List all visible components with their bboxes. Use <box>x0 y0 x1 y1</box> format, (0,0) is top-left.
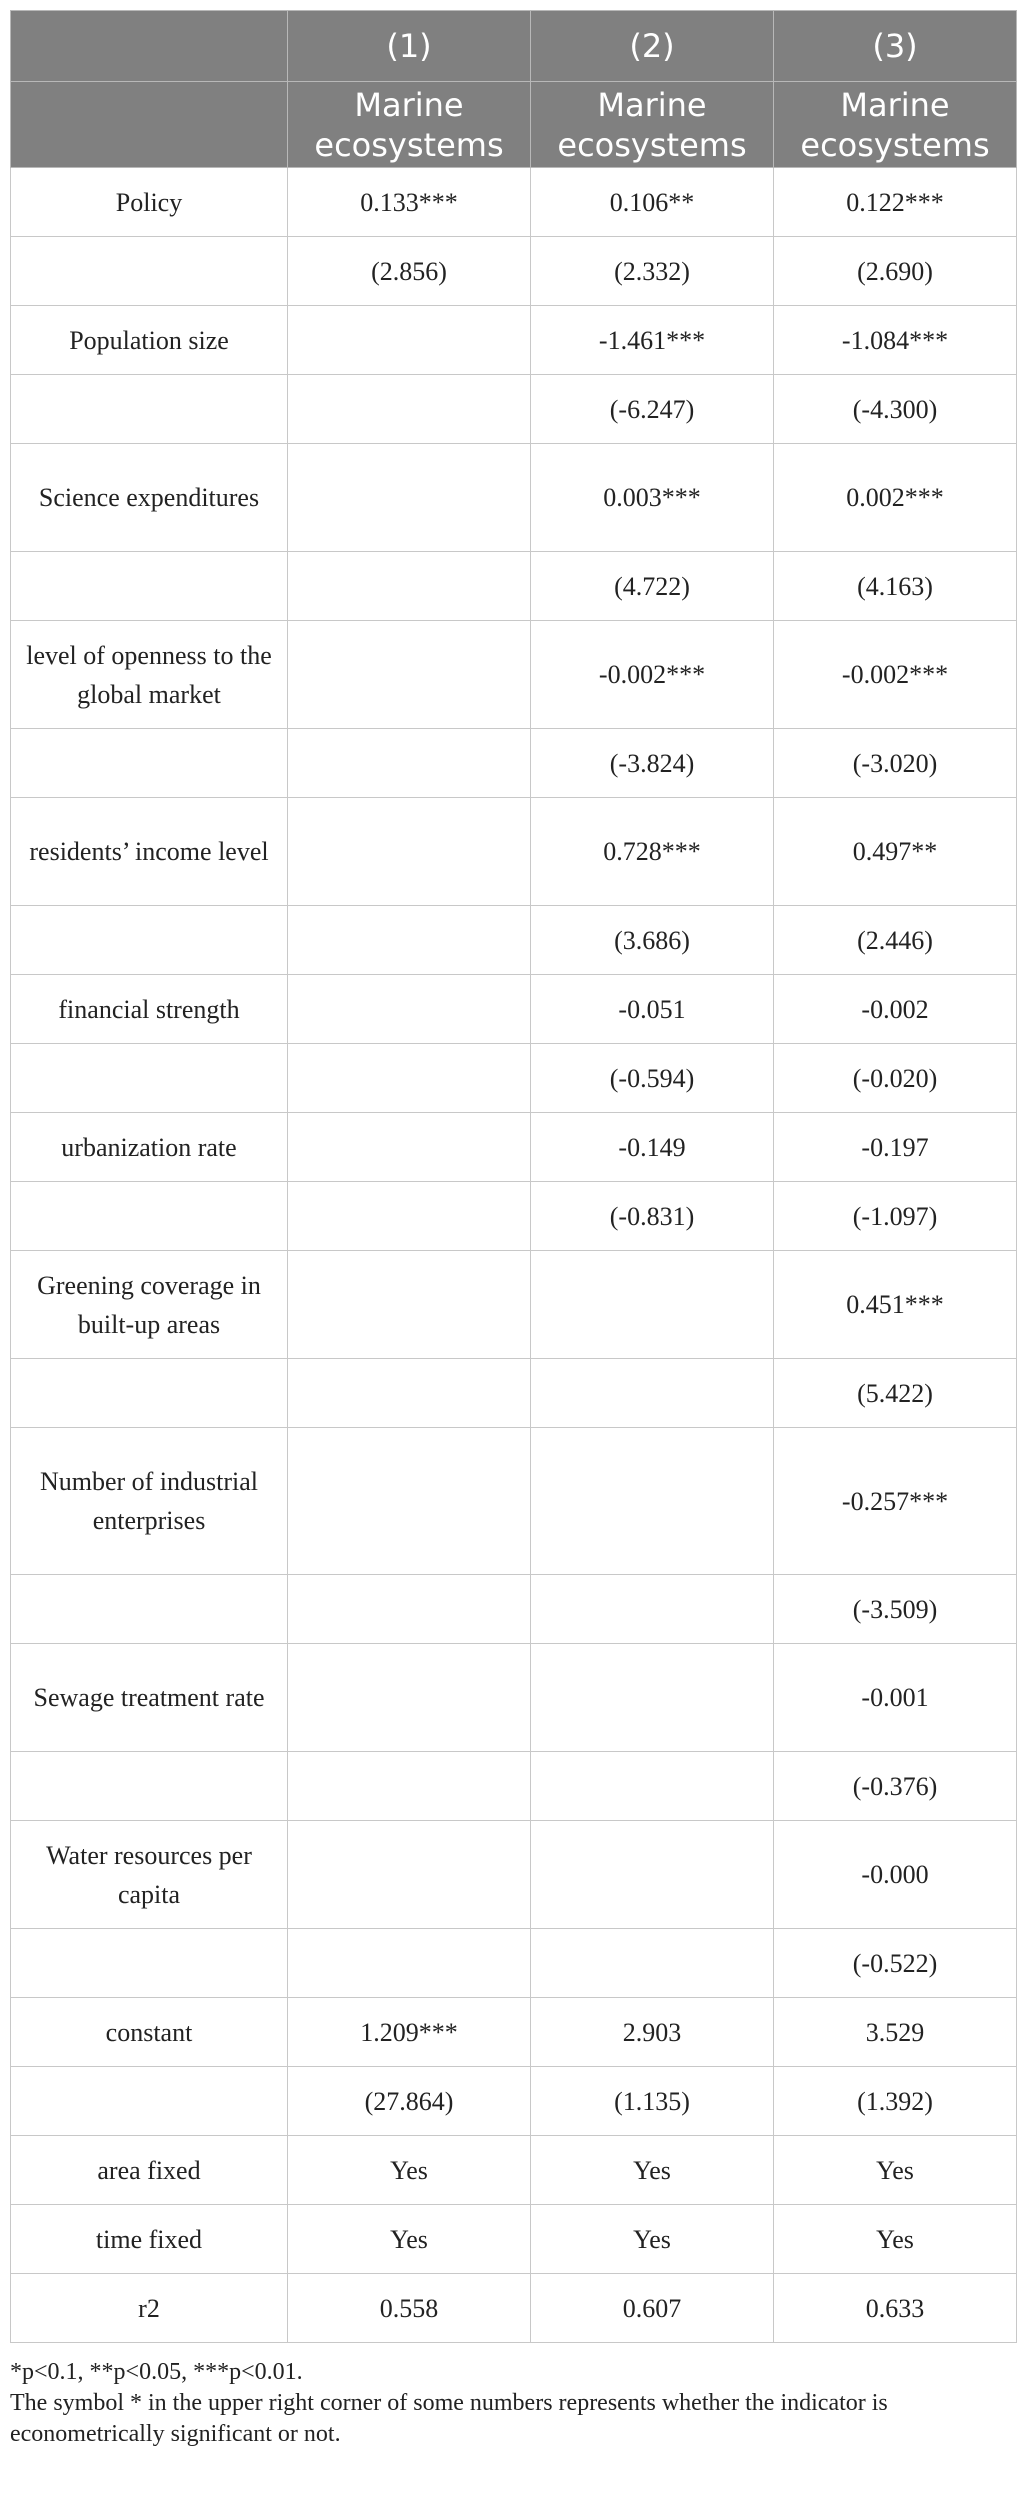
coefficient-cell: -0.051 <box>531 975 774 1044</box>
t-stat-cell: (2.332) <box>531 237 774 306</box>
coefficient-cell: 2.903 <box>531 1998 774 2067</box>
coefficient-cell: Yes <box>531 2136 774 2205</box>
table-row-t-stats <box>11 1752 1017 1821</box>
t-stat-cell: (2.690) <box>774 237 1017 306</box>
coefficient-cell: 0.728*** <box>531 798 774 906</box>
table-header <box>11 11 1017 168</box>
coefficient-cell: 3.529 <box>774 1998 1017 2067</box>
t-stat-cell: (-0.020) <box>774 1044 1017 1113</box>
row-label: level of openness to the global market <box>11 621 288 729</box>
t-stat-cell <box>288 906 531 975</box>
table-row <box>11 444 1017 552</box>
coefficient-cell: -0.001 <box>774 1644 1017 1752</box>
t-stat-cell: (3.686) <box>531 906 774 975</box>
t-stat-cell <box>288 1929 531 1998</box>
t-stat-cell <box>531 1359 774 1428</box>
row-label <box>11 237 288 306</box>
column-number: (1) <box>288 11 531 82</box>
table-row-t-stats <box>11 1044 1017 1113</box>
t-stat-cell: (-0.831) <box>531 1182 774 1251</box>
coefficient-cell: -0.002 <box>774 975 1017 1044</box>
coefficient-cell <box>288 1821 531 1929</box>
t-stat-cell: (2.856) <box>288 237 531 306</box>
coefficient-cell: 0.607 <box>531 2274 774 2343</box>
coefficient-cell <box>288 306 531 375</box>
header-row-model-numbers <box>11 11 1017 82</box>
t-stat-cell: (-3.824) <box>531 729 774 798</box>
row-label <box>11 2067 288 2136</box>
t-stat-cell: (-6.247) <box>531 375 774 444</box>
row-label <box>11 1044 288 1113</box>
coefficient-cell: 0.003*** <box>531 444 774 552</box>
row-label <box>11 1929 288 1998</box>
t-stat-cell: (-0.522) <box>774 1929 1017 1998</box>
coefficient-cell: -0.002*** <box>774 621 1017 729</box>
table-row <box>11 1251 1017 1359</box>
t-stat-cell: (-0.376) <box>774 1752 1017 1821</box>
row-label <box>11 1359 288 1428</box>
row-label: Science expenditures <box>11 444 288 552</box>
table-notes <box>10 2357 1016 2450</box>
t-stat-cell: (-3.509) <box>774 1575 1017 1644</box>
coefficient-cell <box>531 1251 774 1359</box>
coefficient-cell: 1.209*** <box>288 1998 531 2067</box>
row-label: Sewage treatment rate <box>11 1644 288 1752</box>
row-label: area fixed <box>11 2136 288 2205</box>
table-row <box>11 306 1017 375</box>
t-stat-cell <box>531 1929 774 1998</box>
coefficient-cell: -1.084*** <box>774 306 1017 375</box>
t-stat-cell <box>288 1359 531 1428</box>
coefficient-cell <box>531 1428 774 1575</box>
row-label: r2 <box>11 2274 288 2343</box>
coefficient-cell: 0.633 <box>774 2274 1017 2343</box>
row-label: Policy <box>11 168 288 237</box>
row-label: Population size <box>11 306 288 375</box>
table-row <box>11 2205 1017 2274</box>
table-row <box>11 168 1017 237</box>
table-row-t-stats <box>11 1182 1017 1251</box>
table-row <box>11 1821 1017 1929</box>
row-label: Water resources per capita <box>11 1821 288 1929</box>
t-stat-cell: (-0.594) <box>531 1044 774 1113</box>
coefficient-cell: -0.002*** <box>531 621 774 729</box>
row-label <box>11 1752 288 1821</box>
coefficient-cell: -1.461*** <box>531 306 774 375</box>
coefficient-cell <box>531 1644 774 1752</box>
coefficient-cell <box>288 1113 531 1182</box>
header-corner-cell <box>11 11 288 82</box>
row-label: financial strength <box>11 975 288 1044</box>
row-label: Greening coverage in built-up areas <box>11 1251 288 1359</box>
table-row <box>11 1644 1017 1752</box>
table-row-t-stats <box>11 552 1017 621</box>
table-row-t-stats <box>11 2067 1017 2136</box>
t-stat-cell <box>531 1752 774 1821</box>
table-row <box>11 1113 1017 1182</box>
column-label: Marine ecosystems <box>774 82 1017 168</box>
column-number: (3) <box>774 11 1017 82</box>
coefficient-cell: 0.122*** <box>774 168 1017 237</box>
coefficient-cell: -0.197 <box>774 1113 1017 1182</box>
t-stat-cell <box>288 552 531 621</box>
t-stat-cell <box>288 1182 531 1251</box>
t-stat-cell: (5.422) <box>774 1359 1017 1428</box>
column-label: Marine ecosystems <box>288 82 531 168</box>
coefficient-cell: Yes <box>288 2205 531 2274</box>
table-row <box>11 975 1017 1044</box>
row-label: urbanization rate <box>11 1113 288 1182</box>
table-row-t-stats <box>11 1575 1017 1644</box>
row-label <box>11 552 288 621</box>
coefficient-cell: 0.558 <box>288 2274 531 2343</box>
coefficient-cell <box>288 1251 531 1359</box>
t-stat-cell <box>288 1044 531 1113</box>
coefficient-cell: -0.257*** <box>774 1428 1017 1575</box>
coefficient-cell: Yes <box>774 2136 1017 2205</box>
table-row <box>11 621 1017 729</box>
coefficient-cell: Yes <box>531 2205 774 2274</box>
table-row-t-stats <box>11 1359 1017 1428</box>
t-stat-cell <box>288 1752 531 1821</box>
coefficient-cell: Yes <box>288 2136 531 2205</box>
regression-table-container <box>10 10 1016 2450</box>
coefficient-cell: 0.497** <box>774 798 1017 906</box>
coefficient-cell <box>288 621 531 729</box>
coefficient-cell <box>288 1644 531 1752</box>
symbol-note: The symbol * in the upper right corner of some numbers represents whether the indicator is econometrically significant or not. <box>10 2390 888 2447</box>
t-stat-cell <box>288 729 531 798</box>
column-label: Marine ecosystems <box>531 82 774 168</box>
row-label <box>11 1575 288 1644</box>
table-row <box>11 1428 1017 1575</box>
regression-table <box>10 10 1017 2343</box>
coefficient-cell: 0.106** <box>531 168 774 237</box>
significance-note: *p<0.1, **p<0.05, ***p<0.01. <box>10 2359 303 2385</box>
coefficient-cell: Yes <box>774 2205 1017 2274</box>
coefficient-cell: -0.149 <box>531 1113 774 1182</box>
table-row-t-stats <box>11 1929 1017 1998</box>
row-label: residents’ income level <box>11 798 288 906</box>
t-stat-cell: (-3.020) <box>774 729 1017 798</box>
t-stat-cell: (4.163) <box>774 552 1017 621</box>
table-row <box>11 1998 1017 2067</box>
table-row <box>11 798 1017 906</box>
header-row-dependent-variable <box>11 82 1017 168</box>
coefficient-cell: 0.133*** <box>288 168 531 237</box>
coefficient-cell: 0.451*** <box>774 1251 1017 1359</box>
table-row-t-stats <box>11 906 1017 975</box>
row-label <box>11 1182 288 1251</box>
coefficient-cell <box>288 444 531 552</box>
coefficient-cell <box>288 798 531 906</box>
row-label: constant <box>11 1998 288 2067</box>
t-stat-cell <box>288 375 531 444</box>
t-stat-cell: (2.446) <box>774 906 1017 975</box>
coefficient-cell: 0.002*** <box>774 444 1017 552</box>
t-stat-cell: (-1.097) <box>774 1182 1017 1251</box>
t-stat-cell: (-4.300) <box>774 375 1017 444</box>
t-stat-cell: (27.864) <box>288 2067 531 2136</box>
table-row <box>11 2274 1017 2343</box>
row-label <box>11 375 288 444</box>
table-body <box>11 168 1017 2343</box>
table-row-t-stats <box>11 729 1017 798</box>
row-label: time fixed <box>11 2205 288 2274</box>
row-label: Number of industrial enterprises <box>11 1428 288 1575</box>
row-label <box>11 906 288 975</box>
t-stat-cell: (4.722) <box>531 552 774 621</box>
coefficient-cell <box>531 1821 774 1929</box>
column-number: (2) <box>531 11 774 82</box>
coefficient-cell <box>288 975 531 1044</box>
table-row <box>11 2136 1017 2205</box>
coefficient-cell <box>288 1428 531 1575</box>
t-stat-cell <box>531 1575 774 1644</box>
table-row-t-stats <box>11 375 1017 444</box>
t-stat-cell <box>288 1575 531 1644</box>
row-label <box>11 729 288 798</box>
t-stat-cell: (1.392) <box>774 2067 1017 2136</box>
header-corner-cell <box>11 82 288 168</box>
coefficient-cell: -0.000 <box>774 1821 1017 1929</box>
t-stat-cell: (1.135) <box>531 2067 774 2136</box>
table-row-t-stats <box>11 237 1017 306</box>
